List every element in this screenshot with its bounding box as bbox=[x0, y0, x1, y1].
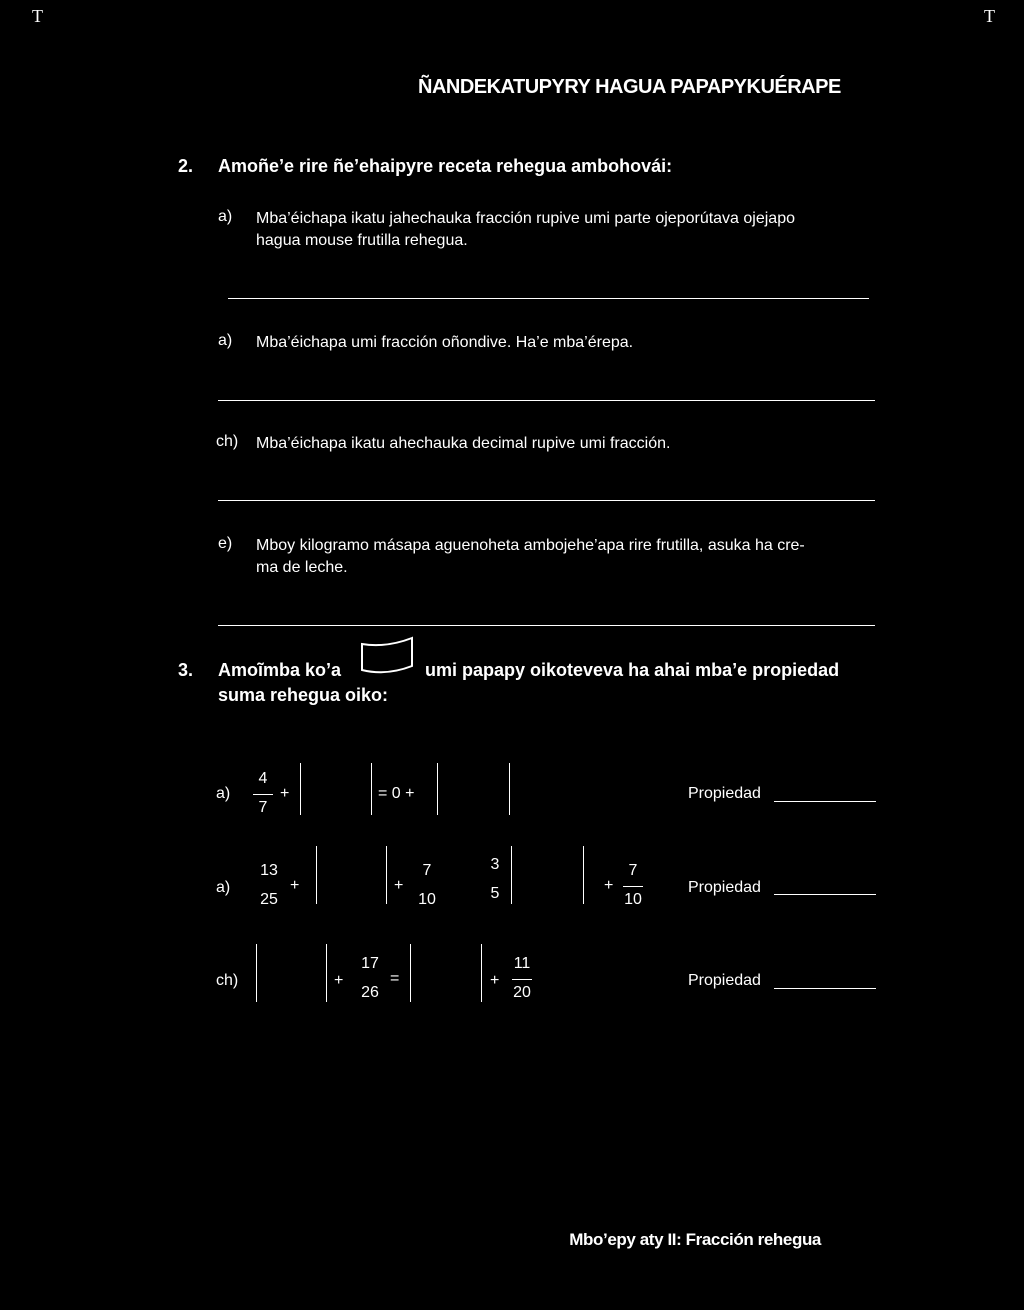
crop-mark-left: T bbox=[32, 6, 43, 26]
q3-row1-box2-right bbox=[509, 763, 510, 815]
q3-row2-fraction2: 7 10 bbox=[418, 862, 436, 908]
q2-answer-line-4[interactable] bbox=[218, 625, 875, 626]
page-footer: Mbo’epy aty II: Fracción rehegua bbox=[569, 1230, 821, 1249]
q3-row2-plus1: + bbox=[290, 877, 300, 894]
q2-item-ch-marker: ch) bbox=[216, 433, 239, 450]
q3-row1-box1-left bbox=[300, 763, 301, 815]
question-3-title-part1: Amoĩmba ko’a bbox=[218, 660, 342, 680]
q3-row2-box1-left bbox=[316, 846, 317, 904]
q2-answer-line-2[interactable] bbox=[218, 400, 875, 401]
q3-row2-box2-left bbox=[511, 846, 512, 904]
q3-row3-box1-right bbox=[326, 944, 327, 1002]
q3-row2-fraction1: 13 25 bbox=[260, 862, 278, 908]
q2-item-e-text: Mboy kilogramo másapa aguenoheta ambojehe’apa rire frutilla, asuka ha cre- ma de leche. bbox=[256, 537, 805, 576]
q2-item-b-marker: a) bbox=[218, 332, 233, 349]
question-3-number: 3. bbox=[178, 660, 194, 680]
empty-box-icon bbox=[360, 636, 416, 682]
q2-item-a-text: Mba’éichapa ikatu jahechauka fracción rupive umi parte ojeporútava ojejapo hagua mouse frutilla rehegua. bbox=[256, 210, 795, 249]
question-2-number: 2. bbox=[178, 156, 194, 176]
question-3-title-part2: umi papapy oikoteveva ha ahai mba’e propiedad bbox=[425, 660, 840, 680]
page-header: ÑANDEKATUPYRY HAGUA PAPAPYKUÉRAPE bbox=[418, 76, 841, 98]
q3-row2-box1-right bbox=[386, 846, 387, 904]
q3-row2-box2-right bbox=[583, 846, 584, 904]
q3-row3-plus2: + bbox=[490, 972, 500, 989]
q3-row3-equals: = bbox=[390, 970, 400, 987]
q3-row1-box2-left bbox=[437, 763, 438, 815]
q3-row1-box1-right bbox=[371, 763, 372, 815]
q3-row2-property-line[interactable] bbox=[774, 894, 876, 895]
q3-row3-marker: ch) bbox=[216, 972, 239, 989]
q3-row3-box2-right bbox=[481, 944, 482, 1002]
question-3-title-line2: suma rehegua oiko: bbox=[218, 685, 389, 705]
q2-item-b-text: Mba’éichapa umi fracción oñondive. Ha’e mba’érepa. bbox=[256, 334, 634, 351]
question-2-title: Amoñe’e rire ñe’ehaipyre receta rehegua ambohovái: bbox=[218, 156, 673, 176]
q3-row3-fraction1: 17 26 bbox=[361, 955, 379, 1001]
q3-row3-property-label: Propiedad bbox=[688, 972, 761, 989]
q3-row1-fraction: 4 7 bbox=[250, 770, 276, 817]
q3-row1-marker: a) bbox=[216, 785, 231, 802]
q3-row3-plus1: + bbox=[334, 972, 344, 989]
q3-row3-fraction2: 11 20 bbox=[513, 955, 531, 1001]
q3-row2-property-label: Propiedad bbox=[688, 879, 761, 896]
q2-item-ch-text: Mba’éichapa ikatu ahechauka decimal rupive umi fracción. bbox=[256, 435, 671, 452]
q2-item-e-marker: e) bbox=[218, 535, 233, 552]
q2-item-a-marker: a) bbox=[218, 208, 233, 225]
q3-row2-fraction4: 7 10 bbox=[624, 862, 642, 908]
q3-row1-plus: + bbox=[280, 785, 290, 802]
q3-row3-box1-left bbox=[256, 944, 257, 1002]
q3-row2-plus3: + bbox=[604, 877, 614, 894]
q3-row2-marker: a) bbox=[216, 879, 231, 896]
q3-row3-box2-left bbox=[410, 944, 411, 1002]
q3-row1-property-line[interactable] bbox=[774, 801, 876, 802]
q3-row1-property-label: Propiedad bbox=[688, 785, 761, 802]
q3-row2-fraction3: 3 5 bbox=[490, 856, 500, 902]
q2-answer-line-3[interactable] bbox=[218, 500, 875, 501]
crop-mark-right: T bbox=[984, 6, 995, 26]
q2-answer-line-1[interactable] bbox=[228, 298, 869, 299]
q3-row1-equals: = 0 + bbox=[378, 785, 415, 802]
q3-row3-property-line[interactable] bbox=[774, 988, 876, 989]
q3-row2-plus2: + bbox=[394, 877, 404, 894]
